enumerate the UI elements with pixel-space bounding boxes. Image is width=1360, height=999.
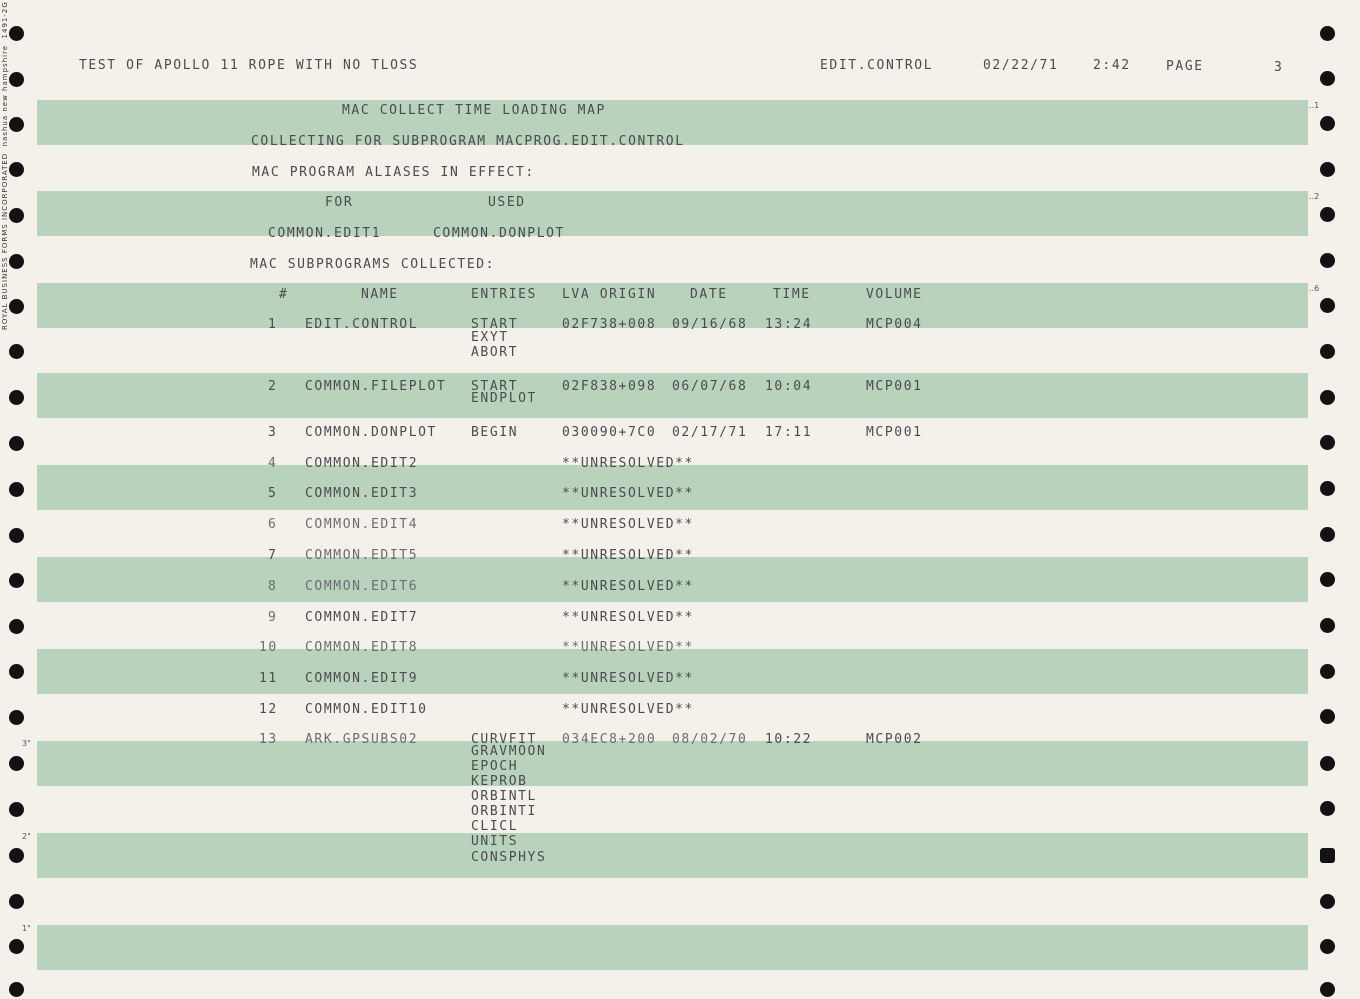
tractor-hole-icon <box>9 254 24 269</box>
margin-mark: 3" <box>22 739 31 748</box>
row-name: COMMON.DONPLOT <box>305 425 437 440</box>
tractor-hole-icon <box>9 72 24 87</box>
row-time: 10:22 <box>765 732 813 747</box>
row-entry: CLICL <box>471 819 519 834</box>
row-entry: UNITS <box>471 834 519 849</box>
tractor-hole-icon <box>1320 709 1335 724</box>
tractor-hole-icon <box>9 26 24 41</box>
tractor-hole-icon <box>9 619 24 634</box>
tractor-hole-icon <box>9 802 24 817</box>
report-section: EDIT.CONTROL <box>820 58 934 73</box>
tractor-hole-icon <box>9 894 24 909</box>
row-entry: EXYT <box>471 330 509 345</box>
vertical-imprint: ROYAL BUSINESS FORMS INCORPORATED nashua new hampshire 1491-2G <box>1 1 9 330</box>
row-lva-origin: **UNRESOLVED** <box>562 486 694 501</box>
row-number: 4 <box>268 456 278 471</box>
tractor-hole-icon <box>9 664 24 679</box>
tractor-hole-icon <box>1320 894 1335 909</box>
subprograms-heading: MAC SUBPROGRAMS COLLECTED: <box>250 257 496 272</box>
column-header-volume: VOLUME <box>866 287 923 302</box>
tractor-hole-icon <box>9 482 24 497</box>
row-volume: MCP001 <box>866 379 923 394</box>
tractor-hole-icon <box>1320 527 1335 542</box>
alias-used: COMMON.DONPLOT <box>433 226 565 241</box>
tractor-hole-icon <box>9 573 24 588</box>
row-number: 7 <box>268 548 278 563</box>
row-number: 6 <box>268 517 278 532</box>
report-date: 02/22/71 <box>983 58 1059 73</box>
page-label: PAGE <box>1166 59 1204 74</box>
tractor-hole-icon <box>1320 253 1335 268</box>
tractor-hole-icon <box>9 710 24 725</box>
row-number: 3 <box>268 425 278 440</box>
column-header-time: TIME <box>773 287 811 302</box>
row-volume: MCP001 <box>866 425 923 440</box>
row-lva-origin: 034EC8+200 <box>562 732 657 747</box>
row-name: EDIT.CONTROL <box>305 317 419 332</box>
tractor-hole-icon <box>1320 207 1335 222</box>
column-header-entries: ENTRIES <box>471 287 537 302</box>
row-number: 12 <box>259 702 278 717</box>
tractor-hole-icon <box>1320 162 1335 177</box>
tractor-hole-icon <box>9 299 24 314</box>
row-lva-origin: **UNRESOLVED** <box>562 579 694 594</box>
row-name: COMMON.EDIT3 <box>305 486 419 501</box>
tractor-hole-icon <box>1320 344 1335 359</box>
row-entry: GRAVMOON <box>471 744 547 759</box>
tractor-hole-icon <box>9 162 24 177</box>
page-number: 3 <box>1274 60 1284 75</box>
row-entry: START <box>471 317 519 332</box>
tractor-hole-icon <box>9 848 24 863</box>
row-lva-origin: **UNRESOLVED** <box>562 548 694 563</box>
column-header-num: # <box>279 287 289 302</box>
row-lva-origin: **UNRESOLVED** <box>562 671 694 686</box>
tractor-hole-icon <box>1320 390 1335 405</box>
row-name: COMMON.EDIT6 <box>305 579 419 594</box>
map-heading: MAC COLLECT TIME LOADING MAP <box>342 103 606 118</box>
row-lva-origin: **UNRESOLVED** <box>562 517 694 532</box>
tractor-hole-icon <box>9 390 24 405</box>
tractor-hole-icon <box>1320 298 1335 313</box>
margin-mark: 2" <box>22 832 31 841</box>
margin-mark: ..2 <box>1309 192 1320 201</box>
row-date: 09/16/68 <box>672 317 748 332</box>
row-date: 08/02/70 <box>672 732 748 747</box>
row-number: 11 <box>259 671 278 686</box>
tractor-hole-icon <box>1320 801 1335 816</box>
green-band <box>37 741 1308 786</box>
row-number: 1 <box>268 317 278 332</box>
tractor-hole-icon <box>1320 116 1335 131</box>
tractor-hole-icon <box>1320 435 1335 450</box>
tractor-hole-icon <box>9 117 24 132</box>
row-name: COMMON.EDIT8 <box>305 640 419 655</box>
tractor-hole-icon <box>1320 26 1335 41</box>
row-volume: MCP004 <box>866 317 923 332</box>
tractor-hole-icon <box>9 982 24 997</box>
row-date: 02/17/71 <box>672 425 748 440</box>
row-entry: CURVFIT <box>471 732 537 747</box>
tractor-hole-icon <box>1320 756 1335 771</box>
row-number: 10 <box>259 640 278 655</box>
row-number: 8 <box>268 579 278 594</box>
tractor-hole-icon <box>9 939 24 954</box>
tractor-hole-icon <box>1320 481 1335 496</box>
column-header-lva-origin: LVA ORIGIN <box>562 287 657 302</box>
row-lva-origin: **UNRESOLVED** <box>562 610 694 625</box>
green-band <box>37 191 1308 236</box>
column-header-date: DATE <box>690 287 728 302</box>
tractor-hole-icon <box>9 756 24 771</box>
row-entry: ORBINTI <box>471 804 537 819</box>
alias-col-for: FOR <box>325 195 354 210</box>
row-entry: KEPROB <box>471 774 528 789</box>
green-band <box>37 925 1308 970</box>
row-lva-origin: **UNRESOLVED** <box>562 640 694 655</box>
row-name: COMMON.EDIT10 <box>305 702 428 717</box>
tractor-hole-icon <box>9 344 24 359</box>
row-entry: ABORT <box>471 345 519 360</box>
row-entry: START <box>471 379 519 394</box>
margin-mark: 1" <box>22 924 31 933</box>
tractor-hole-icon <box>9 528 24 543</box>
row-time: 10:04 <box>765 379 813 394</box>
row-entry: ENDPLOT <box>471 391 537 406</box>
tractor-hole-icon <box>1320 618 1335 633</box>
green-band <box>37 833 1308 878</box>
row-lva-origin: 02F838+098 <box>562 379 657 394</box>
tractor-hole-icon <box>9 208 24 223</box>
tractor-hole-icon <box>1320 982 1335 997</box>
aliases-heading: MAC PROGRAM ALIASES IN EFFECT: <box>252 165 535 180</box>
row-number: 2 <box>268 379 278 394</box>
tractor-hole-icon <box>1320 572 1335 587</box>
row-date: 06/07/68 <box>672 379 748 394</box>
tractor-hole-icon <box>1320 71 1335 86</box>
margin-mark: ..1 <box>1309 101 1320 110</box>
report-title: TEST OF APOLLO 11 ROPE WITH NO TLOSS <box>79 58 419 73</box>
tractor-hole-icon <box>1320 939 1335 954</box>
row-lva-origin: 02F738+008 <box>562 317 657 332</box>
row-name: COMMON.EDIT2 <box>305 456 419 471</box>
tractor-hole-icon <box>1320 848 1335 863</box>
row-lva-origin: 030090+7C0 <box>562 425 657 440</box>
row-entry: BEGIN <box>471 425 519 440</box>
report-time: 2:42 <box>1093 58 1131 73</box>
row-name: ARK.GPSUBS02 <box>305 732 419 747</box>
row-number: 9 <box>268 610 278 625</box>
row-lva-origin: **UNRESOLVED** <box>562 456 694 471</box>
row-volume: MCP002 <box>866 732 923 747</box>
row-number: 5 <box>268 486 278 501</box>
column-header-name: NAME <box>361 287 399 302</box>
row-time: 17:11 <box>765 425 813 440</box>
margin-mark: ..6 <box>1309 284 1320 293</box>
tractor-hole-icon <box>9 436 24 451</box>
collecting-line: COLLECTING FOR SUBPROGRAM MACPROG.EDIT.CONTROL <box>251 134 685 149</box>
row-name: COMMON.FILEPLOT <box>305 379 447 394</box>
alias-col-used: USED <box>488 195 526 210</box>
row-entry: CONSPHYS <box>471 850 547 865</box>
row-name: COMMON.EDIT9 <box>305 671 419 686</box>
row-name: COMMON.EDIT4 <box>305 517 419 532</box>
row-name: COMMON.EDIT7 <box>305 610 419 625</box>
tractor-hole-icon <box>1320 664 1335 679</box>
row-name: COMMON.EDIT5 <box>305 548 419 563</box>
alias-for: COMMON.EDIT1 <box>268 226 382 241</box>
row-number: 13 <box>259 732 278 747</box>
row-time: 13:24 <box>765 317 813 332</box>
row-lva-origin: **UNRESOLVED** <box>562 702 694 717</box>
row-entry: ORBINTL <box>471 789 537 804</box>
row-entry: EPOCH <box>471 759 519 774</box>
